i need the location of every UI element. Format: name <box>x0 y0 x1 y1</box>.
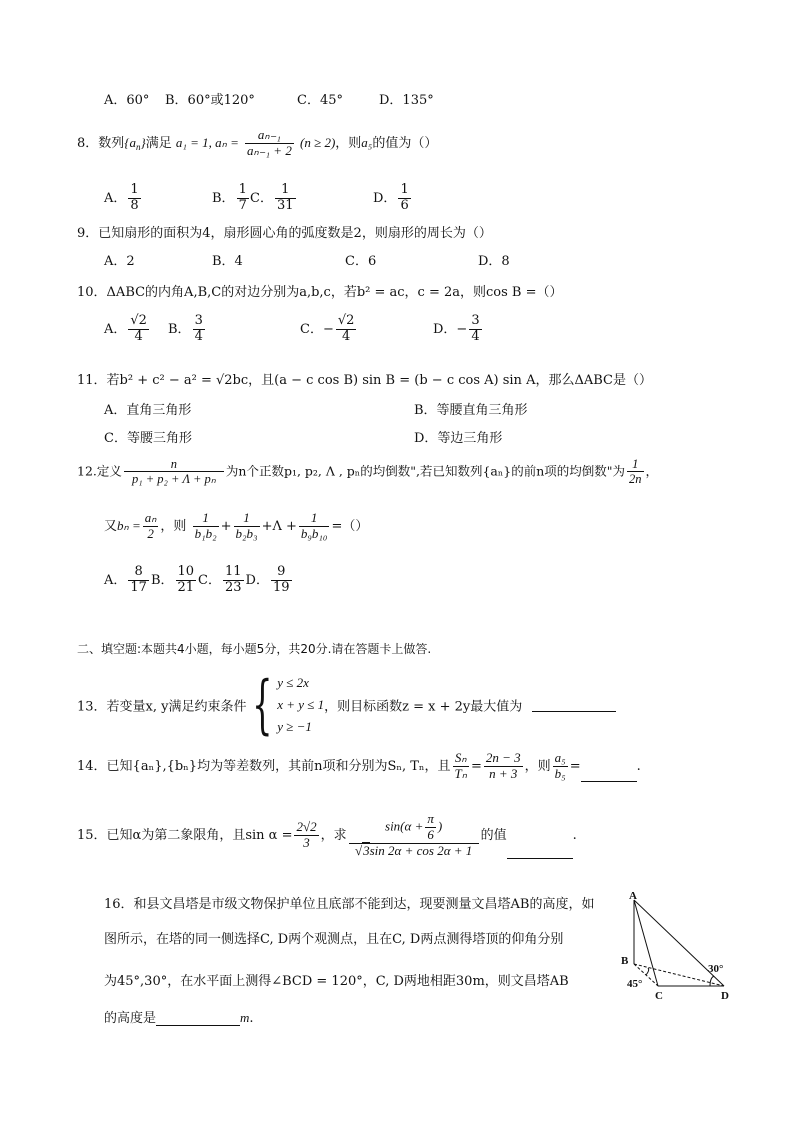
q12-options <box>104 565 294 596</box>
label-45: 45° <box>627 978 643 990</box>
q7-option-d: D．135° <box>379 93 434 108</box>
q13-constraints: y ≤ 2x x + y ≤ 1 y ≥ −1 <box>277 675 325 734</box>
q7-option-b: B．60°或120° <box>165 93 255 108</box>
q10-option-b: B． $\frac{3}{4}$ <box>168 313 203 344</box>
q12-option-c: C． $\frac{11}{23}$ <box>198 564 242 595</box>
q12-option-b: B． $\frac{10}{21}$ <box>150 564 195 595</box>
q10-stem: 10．ΔABC的内角A,B,C的对边分别为a,b,c，若b² = ac，c = 2a，则cos B =（） <box>77 285 563 300</box>
q11-option-a: A．直角三角形 <box>104 403 192 418</box>
line-ac <box>634 900 658 986</box>
q13-stem: 13．若变量x, y满足约束条件{ y ≤ 2x x + y ≤ 1 y ≥ −1 ，则目标函数z = x + 2y最大值为 <box>77 672 616 738</box>
label-a: A <box>629 890 637 902</box>
q8-option-b: B． $\frac{1}{7}$ <box>212 182 247 213</box>
q12-stem-line2: 又bₙ = $\frac{\text{aₙ}}{2}$ ，则 $\frac{1}{\text{b₁b₂}}$ + $\frac{1}{\text{b₂b₃}}$ +Λ + $\frac{1}{\text{b₉b₁₀}}$ =（） <box>104 510 369 541</box>
q11-option-c: C．等腰三角形 <box>104 431 192 446</box>
q10-option-d: D．− $\frac{3}{4}$ <box>433 313 480 344</box>
q15-stem: 15．已知α为第二象限角，且sin α = $\frac{2√2}{3}$ ，求 sin(α + $\frac{\pi}{6}$ ) √3sin 2α + cos 2α + 1 的值 . <box>77 811 577 858</box>
q9-option-c: C．6 <box>345 254 377 269</box>
q16-answer-blank <box>156 1013 240 1026</box>
label-d: D <box>721 990 729 1002</box>
q7-option-c: C．45° <box>297 93 343 108</box>
q16-line2: 图所示，在塔的同一侧选择C, D两个观测点，且在C, D两点测得塔顶的仰角分别 <box>104 932 564 947</box>
q12-stem: 12.定义 $\frac{n}{\text{p₁ + p₂ + Λ + pₙ}}$ 为n个正数p₁, p₂, Λ , pₙ的均倒数",若已知数列{aₙ}的前n项的均倒数"为 $\frac{1}{2n}$ ， <box>77 457 659 487</box>
q13-answer-blank <box>532 699 616 712</box>
q10-option-c: C．− $\frac{√2}{4}$ <box>300 313 355 344</box>
label-b: B <box>621 955 629 967</box>
section-2-heading: 二、填空题:本题共4小题，每小题5分，共20分.请在答题卡上做答. <box>77 642 432 656</box>
label-c: C <box>655 990 663 1002</box>
q7-option-a: A．60° <box>104 93 150 108</box>
q11-stem: 11．若b² + c² − a² = √2bc，且(a − c cos B) sin B = (b − c cos A) sin A，那么ΔABC是（） <box>77 373 652 388</box>
q8-option-d: D． $\frac{1}{6}$ <box>373 182 409 213</box>
q15-answer-blank <box>507 846 573 859</box>
q8-option-a: A． $\frac{1}{8}$ <box>104 182 139 213</box>
q8-option-c: C． $\frac{1}{31}$ <box>250 182 294 213</box>
q11-option-d: D．等边三角形 <box>414 431 503 446</box>
q9-option-d: D．8 <box>478 254 510 269</box>
q16-line4: 的高度是 m. <box>104 1010 254 1026</box>
q11-option-b: B．等腰直角三角形 <box>414 403 528 418</box>
q9-option-a: A．2 <box>104 254 135 269</box>
q9-option-b: B．4 <box>212 254 243 269</box>
tower-figure <box>618 890 738 1008</box>
q9-stem: 9．已知扇形的面积为4，扇形圆心角的弧度数是2，则扇形的周长为（） <box>77 226 492 241</box>
label-30: 30° <box>708 963 724 975</box>
angle-30-arc <box>710 976 714 986</box>
q8-stem: 8．数列$\{a_n\}$满足 a₁ = 1, aₙ = $\frac{\text{aₙ₋₁}}{\text{aₙ₋₁ + 2}}$ (n ≥ 2)，则a₅的值为（） <box>77 127 438 158</box>
angle-45-arc <box>646 968 649 975</box>
q14-stem: 14．已知{aₙ},{bₙ}均为等差数列，其前n项和分别为Sₙ, Tₙ，且 $\frac{\text{Sₙ}}{\text{Tₙ}}$ = $\frac{2n - 3}{n + 3}$ ，则 $\frac{\text{a₅}}{\text{b₅}}$ = . <box>77 750 641 781</box>
q12-option-a: A． $\frac{8}{17}$ <box>104 564 147 595</box>
q10-option-a: A． $\frac{√2}{4}$ <box>104 313 147 344</box>
q16-line3: 为45°,30°，在水平面上测得∠BCD = 120°，C, D两地相距30m，则文昌塔AB <box>104 974 569 989</box>
q14-answer-blank <box>581 769 637 782</box>
q16-line1: 16．和县文昌塔是市级文物保护单位且底部不能到达，现要测量文昌塔AB的高度，如 <box>104 897 595 912</box>
q12-option-d: D． $\frac{9}{19}$ <box>245 564 290 595</box>
